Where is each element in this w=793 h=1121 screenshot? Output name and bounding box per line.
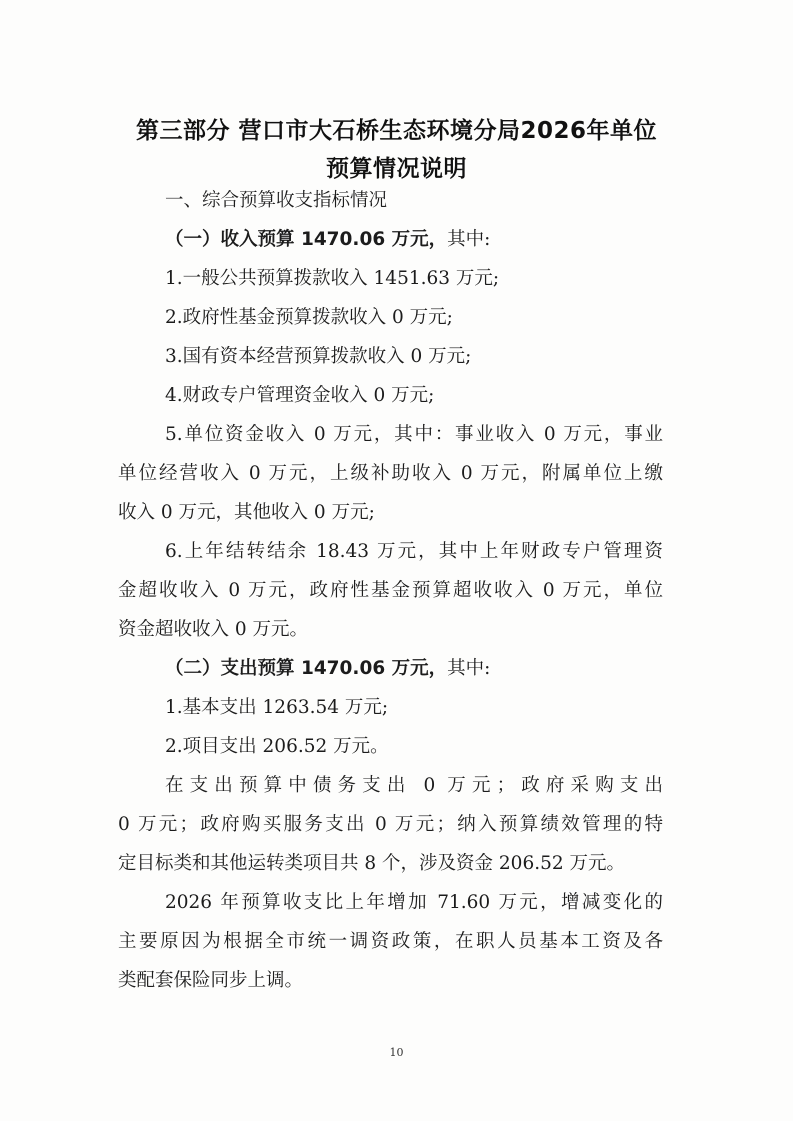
paragraph-1-line-1: 在支出预算中债务支出 0 万元；政府采购支出: [165, 775, 663, 796]
paragraph-2-line-3: 类配套保险同步上调。: [118, 970, 304, 991]
expense-budget-heading-bold: （二）支出预算 1470.06 万元，: [165, 658, 448, 679]
income-budget-heading-tail: 其中:: [447, 229, 491, 250]
income-item-4: 4.财政专户管理资金收入 0 万元;: [165, 385, 435, 406]
expense-budget-heading-tail: 其中:: [447, 658, 491, 679]
paragraph-2-line-2: 主要原因为根据全市统一调资政策，在职人员基本工资及各: [118, 931, 663, 952]
income-item-2: 2.政府性基金预算拨款收入 0 万元;: [165, 307, 453, 328]
income-item-5-line-2: 单位经营收入 0 万元，上级补助收入 0 万元，附属单位上缴: [118, 463, 663, 484]
paragraph-1-line-3: 定目标类和其他运转类项目共 8 个，涉及资金 206.52 万元。: [118, 853, 626, 874]
income-item-5-line-3: 收入 0 万元，其他收入 0 万元;: [118, 502, 375, 523]
expense-item-1: 1.基本支出 1263.54 万元;: [165, 697, 389, 718]
section-heading-budget-overview: 一、综合预算收支指标情况: [165, 190, 388, 211]
page-number: 10: [389, 1046, 404, 1059]
income-budget-heading-bold: （一）收入预算 1470.06 万元，: [165, 229, 448, 250]
document-title-line-1: 第三部分 营口市大石桥生态环境分局2026年单位: [135, 118, 658, 144]
income-item-1: 1.一般公共预算拨款收入 1451.63 万元;: [165, 268, 500, 289]
income-budget-heading: [165, 228, 490, 252]
expense-budget-heading: [165, 657, 490, 681]
income-item-3: 3.国有资本经营预算拨款收入 0 万元;: [165, 346, 472, 367]
income-item-6-line-3: 资金超收收入 0 万元。: [118, 619, 309, 640]
income-item-5-line-1: 5.单位资金收入 0 万元，其中：事业收入 0 万元，事业: [165, 424, 663, 445]
paragraph-2-line-1: 2026 年预算收支比上年增加 71.60 万元，增减变化的: [165, 892, 663, 913]
paragraph-1-line-2: 0 万元；政府购买服务支出 0 万元；纳入预算绩效管理的特: [118, 814, 663, 835]
document-title-line-2: 预算情况说明: [326, 156, 467, 182]
income-item-6-line-1: 6.上年结转结余 18.43 万元，其中上年财政专户管理资: [165, 541, 663, 562]
expense-item-2: 2.项目支出 206.52 万元。: [165, 736, 389, 757]
income-item-6-line-2: 金超收收入 0 万元，政府性基金预算超收收入 0 万元，单位: [118, 580, 663, 601]
